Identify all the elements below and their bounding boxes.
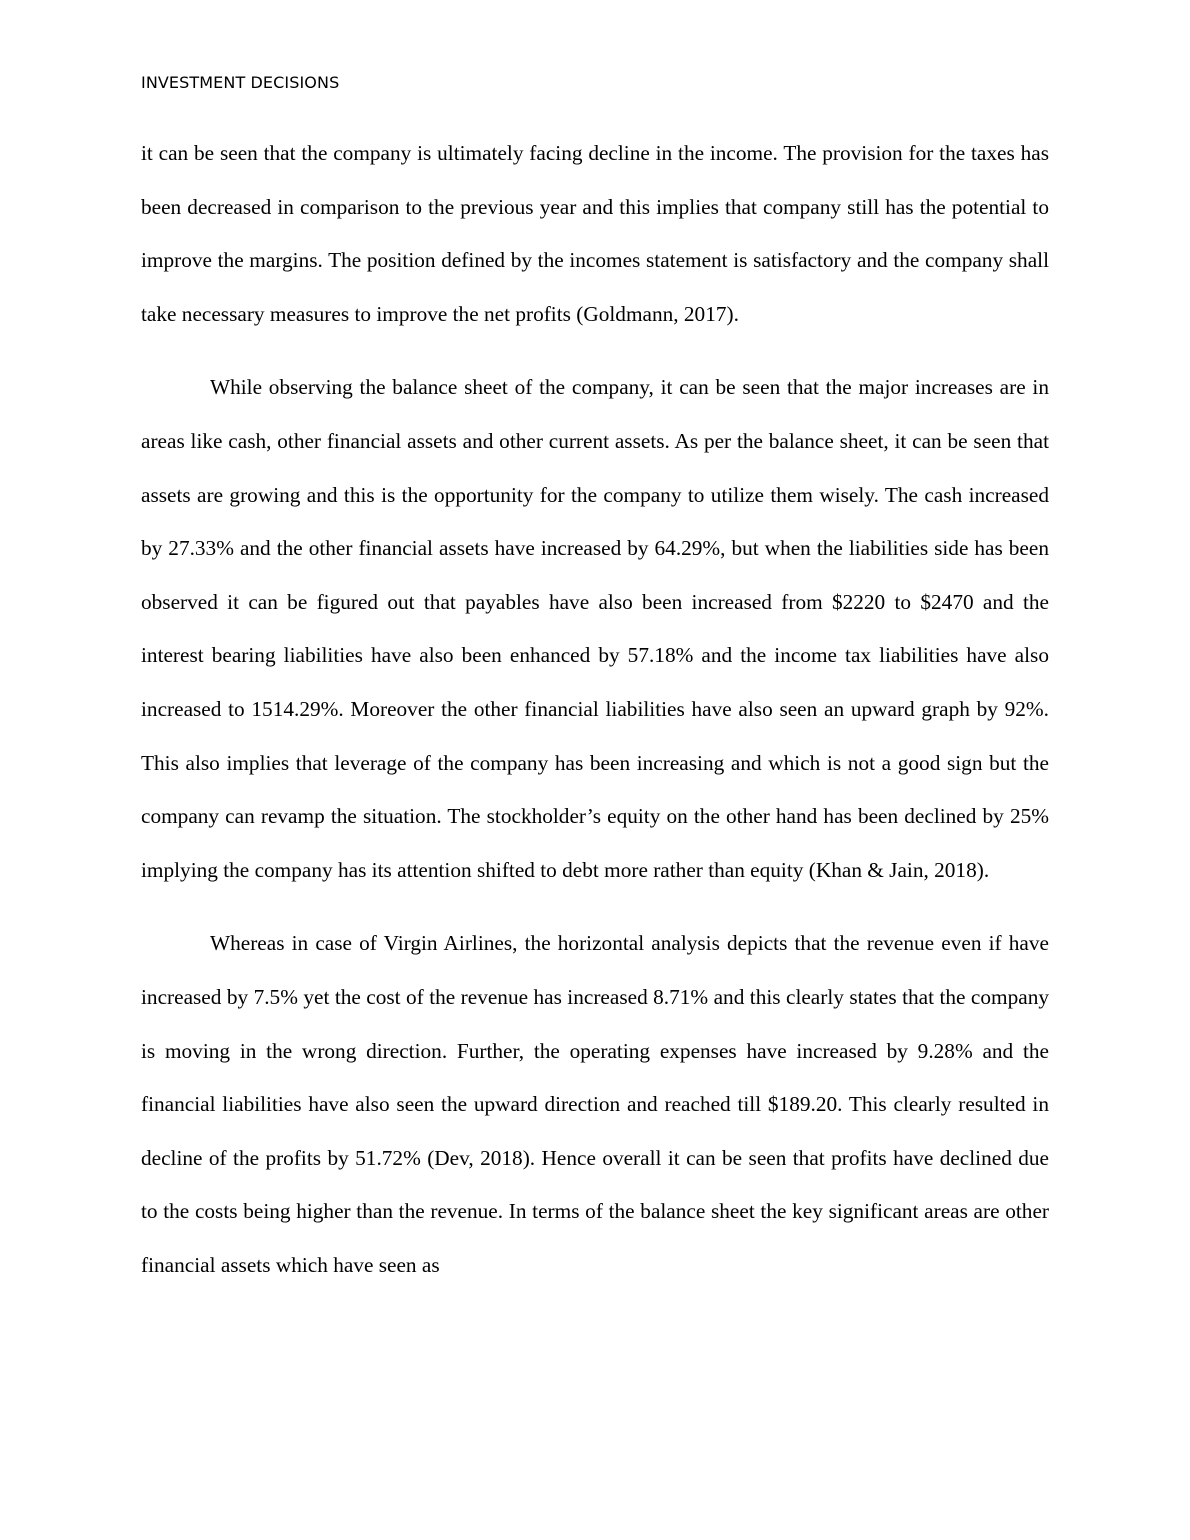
paragraph-virgin-airlines: Whereas in case of Virgin Airlines, the horizontal analysis depicts that the revenue even if have increased by 7.5% yet the cost of the revenue has increased 8.71% and this clearly states that the company is moving in the wrong direction. Further, the operating expenses have increased by 9.28% and the financial liabilities have also seen the upward direction and reached till $189.20. This clearly resulted in decline of the profits by 51.72% (Dev, 2018). Hence overall it can be seen that profits have declined due to the costs being higher than the revenue. In terms of the balance sheet the key significant areas are other financial assets which have seen as (141, 931, 1049, 1277)
running-header: INVESTMENT DECISIONS (141, 73, 340, 92)
paragraph-balance-sheet: While observing the balance sheet of the company, it can be seen that the major increases are in areas like cash, other financial assets and other current assets. As per the balance sheet, it can be seen that assets are growing and this is the opportunity for the company to utilize them wisely. The cash increased by 27.33% and the other financial assets have increased by 64.29%, but when the liabilities side has been observed it can be figured out that payables have also been increased from $2220 to $2470 and the interest bearing liabilities have also been enhanced by 57.18% and the income tax liabilities have also increased to 1514.29%. Moreover the other financial liabilities have also seen an upward graph by 92%. This also implies that leverage of the company has been increasing and which is not a good sign but the company can revamp the situation. The stockholder’s equity on the other hand has been declined by 25% implying the company has its attention shifted to debt more rather than equity (Khan & Jain, 2018). (141, 375, 1049, 882)
paragraph-income-statement: it can be seen that the company is ultimately facing decline in the income. The provision for the taxes has been decreased in comparison to the previous year and this implies that company still has the potential to improve the margins. The position defined by the incomes statement is satisfactory and the company shall take necessary measures to improve the net profits (Goldmann, 2017). (141, 141, 1049, 326)
document-body (141, 127, 1049, 1312)
